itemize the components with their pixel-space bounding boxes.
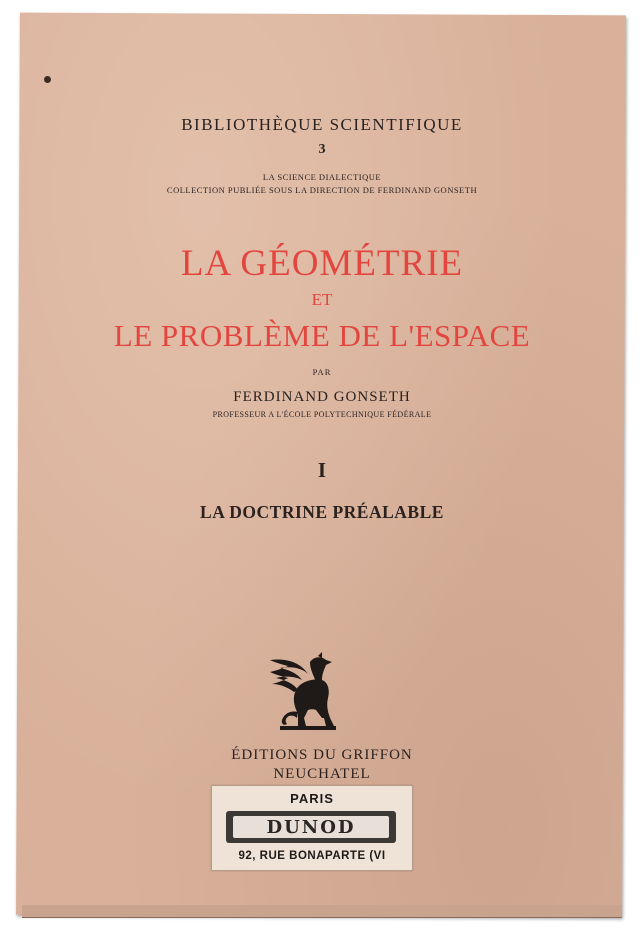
series-title: BIBLIOTHÈQUE SCIENTIFIQUE [181, 115, 463, 134]
author-name: FERDINAND GONSETH [233, 389, 411, 405]
series-editor: COLLECTION PUBLIÉE SOUS LA DIRECTION DE FERDINAND GONSETH [166, 185, 478, 195]
griffin-icon [266, 652, 342, 732]
volume-number: I [317, 458, 327, 482]
label-brand: DUNOD [233, 816, 389, 838]
paper-stain [44, 76, 51, 83]
book-title-line3: LE PROBLÈME DE L'ESPACE [113, 318, 531, 353]
author-title: PROFESSEUR A L'ÉCOLE POLYTECHNIQUE FÉDÉRALE [212, 410, 432, 419]
label-city: PARIS [290, 791, 334, 806]
series-number: 3 [318, 142, 326, 157]
label-address: 92, RUE BONAPARTE (VI [238, 850, 386, 862]
bookseller-label [211, 785, 413, 871]
book-title-line1: LA GÉOMÉTRIE [180, 243, 464, 284]
publisher-name: ÉDITIONS DU GRIFFON [231, 747, 413, 763]
series-subtitle: LA SCIENCE DIALECTIQUE [262, 172, 382, 182]
by-label: PAR [312, 367, 332, 377]
page-edge [22, 905, 622, 918]
book-title-line2: ET [311, 290, 333, 309]
volume-title: LA DOCTRINE PRÉALABLE [200, 502, 444, 522]
publisher-city: NEUCHATEL [273, 766, 371, 782]
label-banner [226, 811, 396, 843]
